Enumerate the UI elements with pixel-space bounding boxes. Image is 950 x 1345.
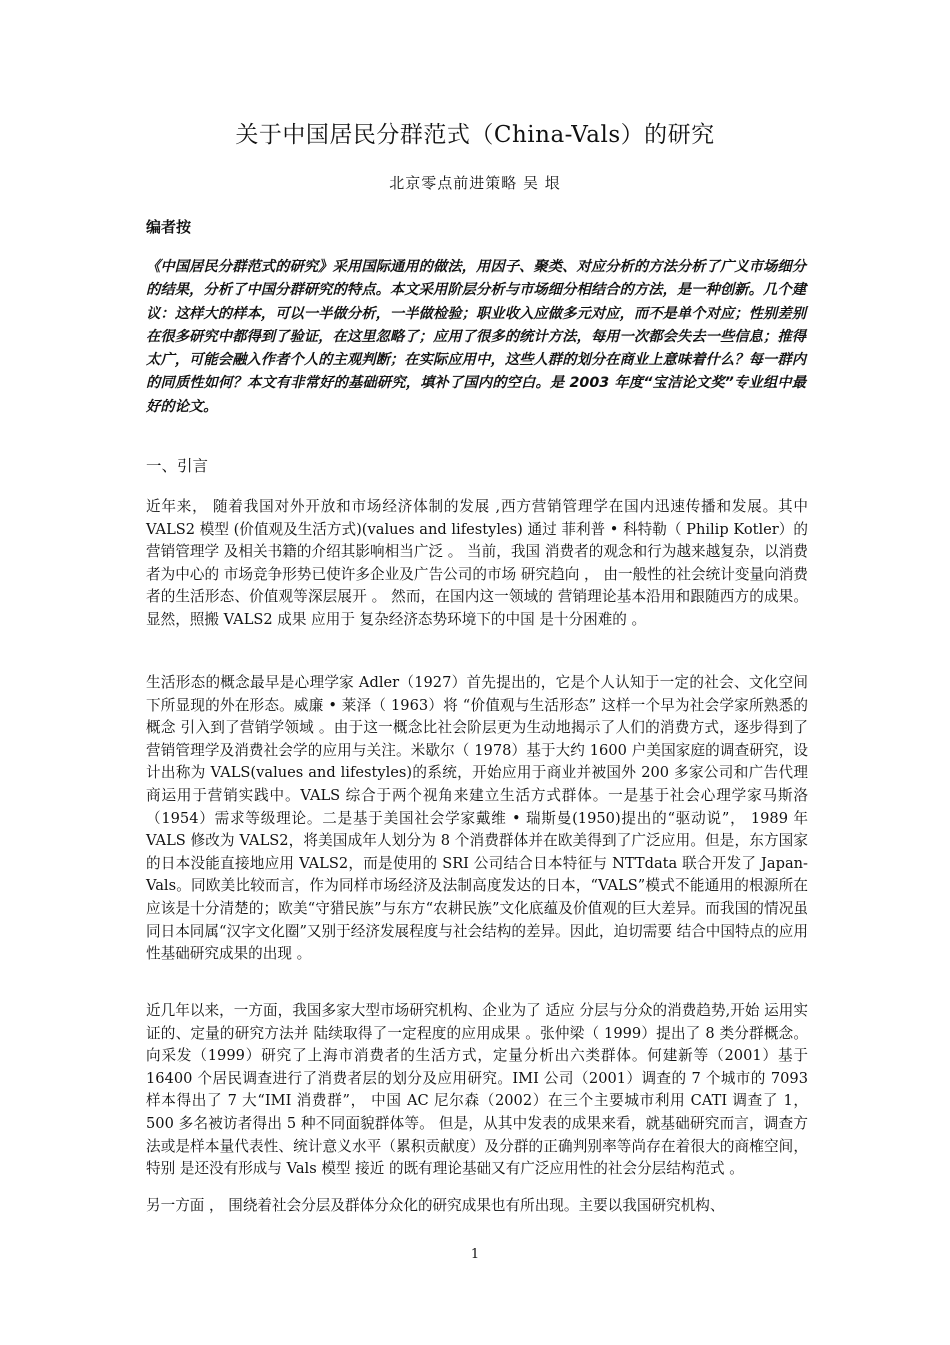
- section-heading: 一、引言: [146, 457, 209, 475]
- editor-heading: 编者按: [146, 218, 192, 236]
- editor-note: 《中国居民分群范式的研究》采用国际通用的做法，用因子、聚类、对应分析的方法分析了广义市场细分的结果，分析了中国分群研究的特点。本文采用阶层分析与市场细分相结合的方法，是一种创新。几个建议：这样大的样本，可以一半做分析，一半做检验；职业收入应做多元对应，而不是单个对应；性别差别在很多研究中都得到了验证，在这里忽略了；应用了很多的统计方法，每用一次都会失去一些信息；推得太广，可能会融入作者个人的主观判断；在实际应用中，这些人群的划分在商业上意味着什么？每一群内的同质性如何？本文有非常好的基础研究，填补了国内的空白。是 2003 年度“宝洁论文奖”专业组中最好的论文。: [146, 259, 806, 415]
- author-line: 北京零点前进策略 吴 垠: [389, 174, 561, 192]
- page-number: 1: [470, 1247, 480, 1262]
- body-paragraph: 近年来， 随着我国对外开放和市场经济体制的发展 ,西方营销管理学在国内迅速传播和发展。其中 VALS2 模型 (价值观及生活方式)(values and lifestyles) 通过 菲利普 • 科特勒（ Philip Kotler）的营销管理学 及相关书籍的介绍其影响相当广泛 。 当前，我国 消费者的观念和行为越来越复杂，以消费者为中心的 市场竞争形势已使许多企业及广告公司的市场 研究趋向 ， 由一般性的社会统计变量向消费者的生活形态、价值观等深层展开 。 然而，在国内这一领域的 营销理论基本沿用和跟随西方的成果。显然，照搬 VALS2 成果 应用于 复杂经济态势环境下的中国 是十分困难的 。: [146, 498, 808, 628]
- body-paragraph: 生活形态的概念最早是心理学家 Adler（1927）首先提出的，它是个人认知于一定的社会、文化空间下所显现的外在形态。威廉 • 莱泽（ 1963）将 “价值观与生活形态” 这样一个早为社会学家所熟悉的概念 引入到了营销学领域 。由于这一概念比社会阶层更为生动地揭示了人们的消费方式，逐步得到了营销管理学及消费社会学的应用与关注。米歇尔（ 1978）基于大约 1600 户美国家庭的调查研究，设计出称为 VALS(values and lifestyles)的系统，开始应用于商业并被国外 200 多家公司和广告代理商运用于营销实践中。VALS 综合于两个视角来建立生活方式群体。一是基于社会心理学家马斯洛（1954）需求等级理论。二是基于美国社会学家戴维 • 瑞斯曼(1950)提出的“驱动说”， 1989 年 VALS 修改为 VALS2，将美国成年人划分为 8 个消费群体并在欧美得到了广泛应用。但是，东方国家的日本没能直接地应用 VALS2，而是使用的 SRI 公司结合日本特征与 NTTdata 联合开发了 Japan-Vals。同欧美比较而言，作为同样市场经济及法制高度发达的日本，“VALS”模式不能通用的根源所在应该是十分清楚的；欧美“守猎民族”与东方“农耕民族”文化底蕴及价值观的巨大差异。而我国的情况虽同日本同属“汉字文化圈”又别于经济发展程度与社会结构的差异。因此，迫切需要 结合中国特点的应用性基础研究成果的出现 。: [146, 674, 808, 963]
- document-title: 关于中国居民分群范式（China-Vals）的研究: [235, 122, 715, 148]
- body-paragraph: 近几年以来，一方面，我国多家大型市场研究机构、企业为了 适应 分层与分众的消费趋势,开始 运用实证的、定量的研究方法并 陆续取得了一定程度的应用成果 。张仲梁（ 1999）提出了 8 类分群概念。向采发（1999）研究了上海市消费者的生活方式，定量分析出六类群体。何建新等（2001）基于 16400 个居民调查进行了消费者层的划分及应用研究。IMI 公司（2001）调查的 7 个城市的 7093 样本得出了 7 大“IMI 消费群”， 中国 AC 尼尔森（2002）在三个主要城市利用 CATI 调查了 1，500 多名被访者得出 5 种不同面貌群体等。 但是，从其中发表的成果来看，就基础研究而言，调查方法或是样本量代表性、统计意义水平（累积贡献度）及分群的正确判别率等尚存在着很大的商榷空间，特别 是还没有形成与 Vals 模型 接近 的既有理论基础又有广泛应用性的社会分层结构范式 。: [146, 1002, 808, 1178]
- body-paragraph: 另一方面 ， 围绕着社会分层及群体分众化的研究成果也有所出现。主要以我国研究机构、: [146, 1197, 725, 1214]
